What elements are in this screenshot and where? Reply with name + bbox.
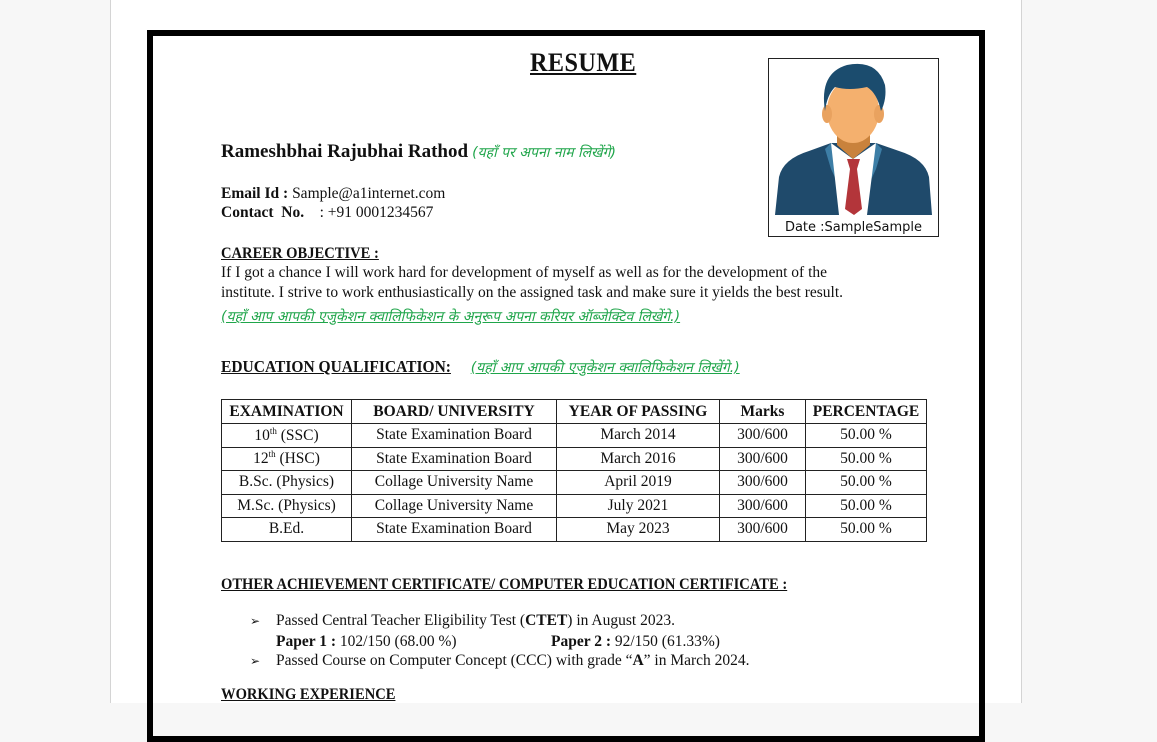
year-cell: May 2023: [557, 518, 720, 542]
exam-cell: M.Sc. (Physics): [222, 494, 352, 518]
board-cell: State Examination Board: [352, 447, 557, 471]
achievement-text: Passed Central Teacher Eligibility Test (CTET) in August 2023.: [276, 612, 675, 629]
column-header: Marks: [720, 400, 806, 424]
education-table: [221, 399, 927, 542]
resume-title: RESUME: [530, 48, 637, 77]
percentage-cell: 50.00 %: [806, 447, 927, 471]
arrow-bullet-icon: ➢: [250, 654, 261, 668]
column-header: BOARD/ UNIVERSITY: [352, 400, 557, 424]
email-label: Email Id :: [221, 185, 289, 202]
column-header: EXAMINATION: [222, 400, 352, 424]
career-objective-line-1: If I got a chance I will work hard for development of myself as well as for the development of the: [221, 264, 828, 281]
working-experience-heading: WORKING EXPERIENCE: [221, 686, 396, 703]
candidate-name: [221, 141, 616, 163]
exam-cell: B.Sc. (Physics): [222, 471, 352, 495]
career-objective-line-2: institute. I strive to work enthusiastically on the assigned task and make sure it yields the best result.: [221, 284, 844, 301]
table-row: [222, 471, 927, 495]
education-heading: EDUCATION QUALIFICATION:: [221, 357, 451, 376]
email-line: [221, 185, 445, 203]
arrow-bullet-icon: ➢: [250, 614, 261, 628]
year-cell: April 2019: [557, 471, 720, 495]
board-cell: Collage University Name: [352, 471, 557, 495]
achievements-list: [250, 611, 750, 672]
list-item: [250, 651, 750, 672]
paper-2-score: Paper 2 : 92/150 (61.33%): [551, 632, 720, 650]
marks-cell: 300/600: [720, 494, 806, 518]
percentage-cell: 50.00 %: [806, 518, 927, 542]
year-cell: March 2016: [557, 447, 720, 471]
marks-cell: 300/600: [720, 424, 806, 448]
board-cell: Collage University Name: [352, 494, 557, 518]
year-cell: March 2014: [557, 424, 720, 448]
career-objective-heading: CAREER OBJECTIVE :: [221, 245, 379, 262]
contact-line: [221, 204, 433, 222]
board-cell: State Examination Board: [352, 424, 557, 448]
percentage-cell: 50.00 %: [806, 471, 927, 495]
column-header: PERCENTAGE: [806, 400, 927, 424]
table-row: [222, 447, 927, 471]
marks-cell: 300/600: [720, 447, 806, 471]
email-value: Sample@a1internet.com: [288, 185, 446, 202]
education-heading-line: [221, 357, 740, 377]
paper-1-score: Paper 1 : 102/150 (68.00 %): [276, 632, 457, 650]
percentage-cell: 50.00 %: [806, 424, 927, 448]
person-avatar-icon: [769, 59, 938, 219]
marks-cell: 300/600: [720, 518, 806, 542]
table-row: [222, 494, 927, 518]
list-item: [250, 611, 750, 632]
career-objective-hint: (यहाँ आप आपकी एजुकेशन क्वालिफिकेशन के अनुरूप अपना करियर ऑब्जेक्टिव लिखेंगे.): [221, 309, 681, 325]
percentage-cell: 50.00 %: [806, 494, 927, 518]
profile-photo: [768, 58, 939, 237]
year-cell: July 2021: [557, 494, 720, 518]
board-cell: State Examination Board: [352, 518, 557, 542]
contact-value: : +91 0001234567: [304, 204, 434, 221]
contact-label: Contact No.: [221, 204, 305, 221]
exam-cell: 10th (SSC): [222, 424, 352, 448]
exam-cell: 12th (HSC): [222, 447, 352, 471]
table-row: [222, 424, 927, 448]
ctet-scores: [250, 632, 750, 652]
achievements-heading: OTHER ACHIEVEMENT CERTIFICATE/ COMPUTER EDUCATION CERTIFICATE :: [221, 576, 788, 593]
exam-cell: B.Ed.: [222, 518, 352, 542]
candidate-name-text: Rameshbhai Rajubhai Rathod: [221, 141, 469, 162]
marks-cell: 300/600: [720, 471, 806, 495]
education-hint: (यहाँ आप आपकी एजुकेशन क्वालिफिकेशन लिखेंगे.): [470, 360, 740, 376]
table-header-row: [222, 400, 927, 424]
column-header: YEAR OF PASSING: [557, 400, 720, 424]
name-hint: (यहाँ पर अपना नाम लिखेंगे): [472, 145, 616, 161]
achievement-text: Passed Course on Computer Concept (CCC) with grade “A” in March 2024.: [276, 652, 750, 669]
table-row: [222, 518, 927, 542]
photo-date-label: Date :SampleSample: [784, 220, 923, 235]
